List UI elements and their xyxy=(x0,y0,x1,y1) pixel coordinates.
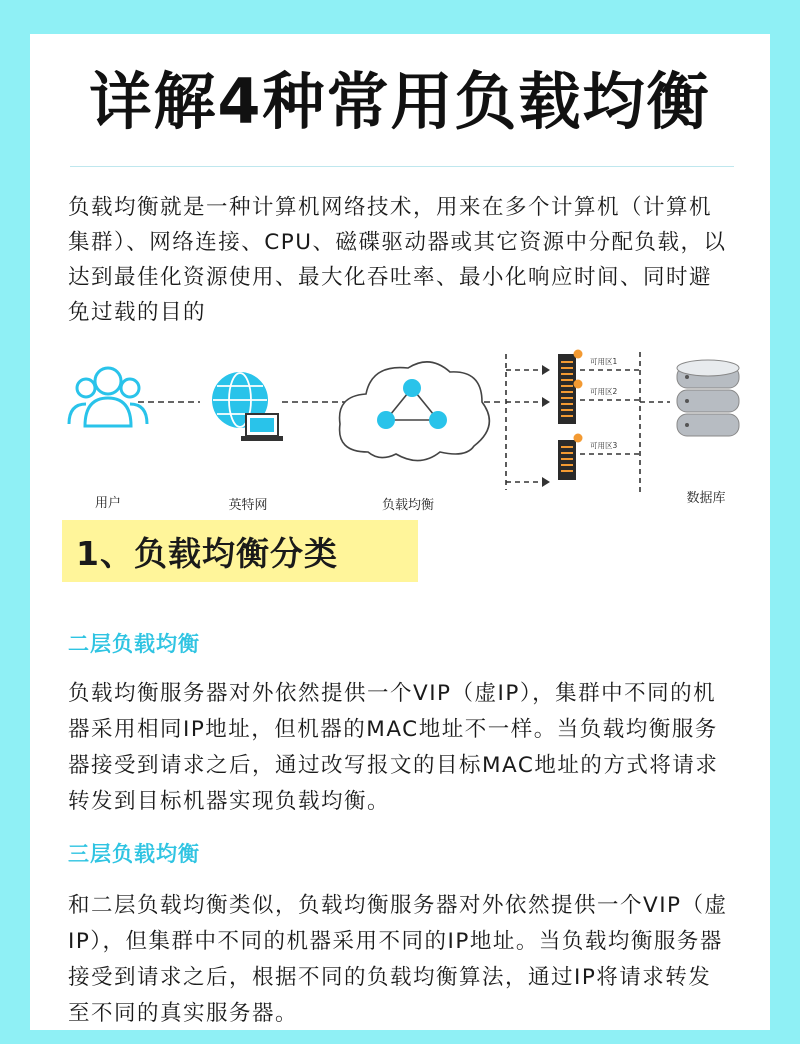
globe-computer-icon xyxy=(212,372,283,441)
intro-paragraph: 负载均衡就是一种计算机网络技术，用来在多个计算机（计算机集群）、网络连接、CPU、磁碟驱动器或其它资源中分配负载，以达到最佳化资源使用、最大化吞吐率、最小化响应时间、同时避免过载的目的 xyxy=(68,195,727,325)
section-heading: 1、负载均衡分类 xyxy=(76,534,338,573)
database-label: 数据库 xyxy=(686,491,726,506)
layer3-heading: 三层负载均衡 xyxy=(68,842,200,866)
internet-label: 英特网 xyxy=(228,498,268,513)
page-title: 详解4种常用负载均衡 xyxy=(89,65,711,138)
layer3-paragraph: 和二层负载均衡类似，负载均衡服务器对外依然提供一个VIP（虚IP），但集群中不同的机器采用不同的IP地址。当负载均衡服务器接受到请求之后，根据不同的负载均衡算法，通过IP将请求转发至不同的真实服务器。 xyxy=(68,893,728,1026)
zone-3-label: 可用区3 xyxy=(590,441,618,450)
database-icon xyxy=(677,360,739,436)
cloud-network-icon xyxy=(340,362,490,461)
layer2-paragraph: 负载均衡服务器对外依然提供一个VIP（虚IP），集群中不同的机器采用相同IP地址，但机器的MAC地址不一样。当负载均衡服务器接受到请求之后，通过改写报文的目标MAC地址的方式将请求转发到目标机器实现负载均衡。 xyxy=(68,681,719,814)
zone-1-label: 可用区1 xyxy=(590,357,618,366)
layer2-heading: 二层负载均衡 xyxy=(68,632,200,656)
content-card xyxy=(30,34,770,1030)
load-balancer-label: 负载均衡 xyxy=(381,498,435,513)
section-heading-highlight xyxy=(62,520,418,582)
users-icon xyxy=(69,368,147,426)
load-balancing-diagram xyxy=(30,334,770,514)
title-divider xyxy=(70,166,734,167)
zone-2-label: 可用区2 xyxy=(590,387,618,396)
server-icon xyxy=(558,350,583,481)
fanout-arrows xyxy=(506,354,542,490)
user-label: 用户 xyxy=(94,496,122,511)
